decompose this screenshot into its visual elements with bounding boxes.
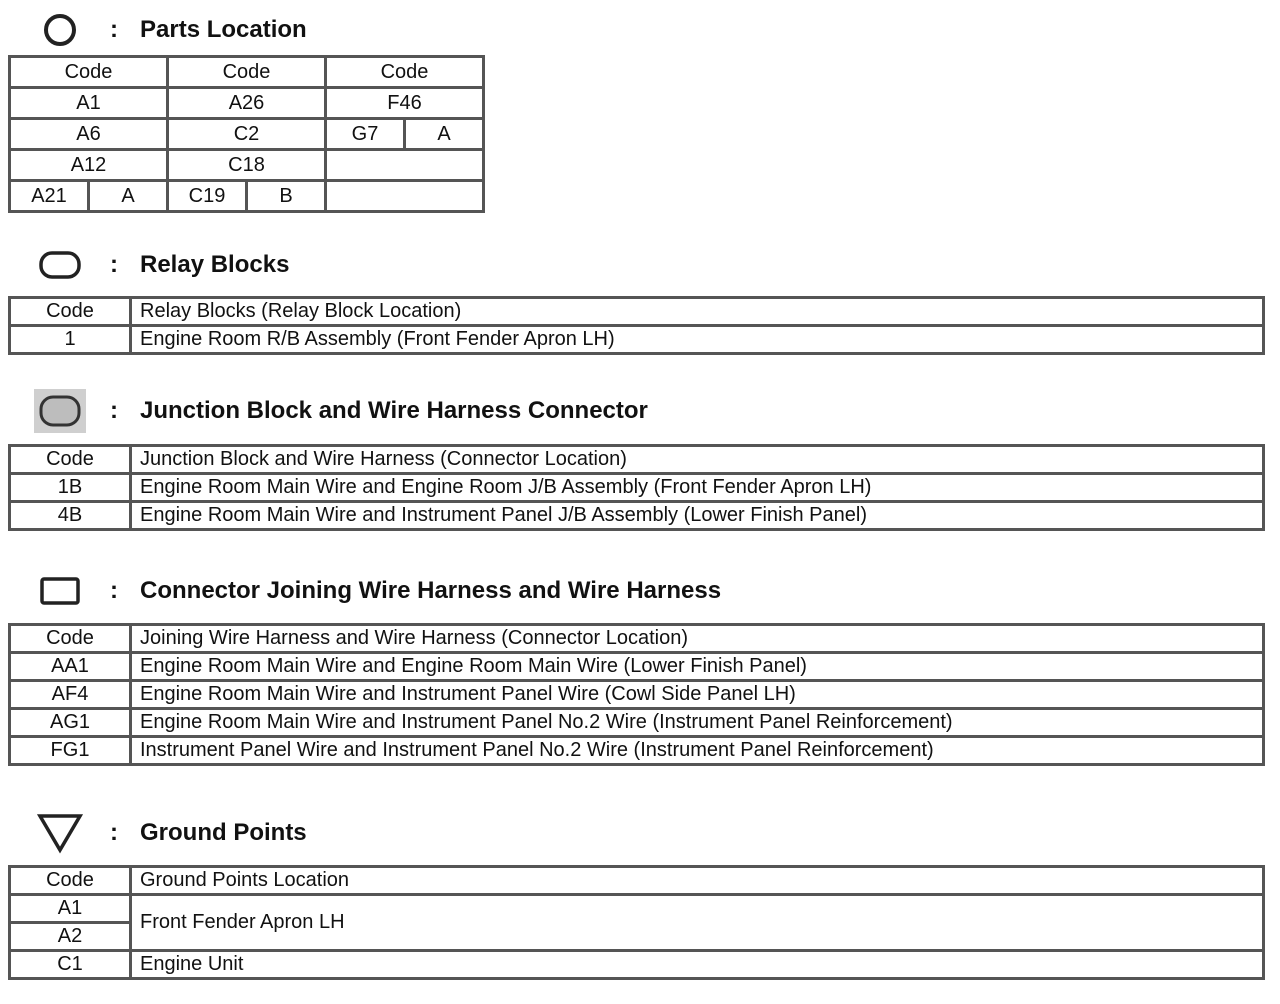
- table-row: [10, 119, 484, 150]
- column-header: Code: [10, 867, 131, 895]
- code-cell: AA1: [10, 653, 131, 681]
- table-row: [10, 88, 484, 119]
- code-cell: AF4: [10, 681, 131, 709]
- section-title-connector-joining: Connector Joining Wire Harness and Wire Harness: [140, 577, 722, 604]
- table-row: [10, 951, 1264, 979]
- section-header-ground-points: [30, 811, 307, 855]
- column-header: Code: [10, 446, 131, 474]
- table-header-row: [10, 446, 1264, 474]
- table-header-row: [10, 867, 1264, 895]
- location-cell: Engine Room Main Wire and Instrument Panel J/B Assembly (Lower Finish Panel): [131, 502, 1264, 530]
- column-header: Relay Blocks (Relay Block Location): [131, 298, 1264, 326]
- table-row: [10, 737, 1264, 765]
- relay-blocks-table: [8, 296, 1265, 355]
- location-cell: Engine Room Main Wire and Engine Room J/B Assembly (Front Fender Apron LH): [131, 474, 1264, 502]
- code-cell: A2: [10, 923, 131, 951]
- ground-points-table: [8, 865, 1265, 980]
- column-header: Joining Wire Harness and Wire Harness (Connector Location): [131, 625, 1264, 653]
- table-row: [10, 653, 1264, 681]
- column-header: Code: [326, 57, 484, 88]
- section-title-junction-block: Junction Block and Wire Harness Connector: [140, 397, 648, 424]
- code-cell: AG1: [10, 709, 131, 737]
- section-title-relay-blocks: Relay Blocks: [140, 251, 290, 278]
- location-cell: Engine Room Main Wire and Engine Room Main Wire (Lower Finish Panel): [131, 653, 1264, 681]
- junction-block-table: [8, 444, 1265, 531]
- code-cell: A1: [10, 895, 131, 923]
- empty-cell: [326, 150, 484, 181]
- section-title-parts-location: Parts Location: [140, 16, 307, 43]
- triangle-down-icon: [30, 811, 90, 855]
- code-cell: 4B: [10, 502, 131, 530]
- rounded-rect-icon: [30, 243, 90, 287]
- code-cell: C19: [168, 181, 247, 212]
- section-title-ground-points: Ground Points: [140, 819, 307, 846]
- code-cell: 1: [10, 326, 131, 354]
- location-cell: Engine Room R/B Assembly (Front Fender Apron LH): [131, 326, 1264, 354]
- table-row: [10, 681, 1264, 709]
- table-header-row: [10, 625, 1264, 653]
- column-header: Code: [10, 298, 131, 326]
- table-row: [10, 474, 1264, 502]
- code-cell: C1: [10, 951, 131, 979]
- rectangle-icon: [30, 569, 90, 613]
- shaded-rounded-rect-icon: [30, 389, 90, 433]
- section-colon: :: [110, 16, 118, 43]
- column-header: Code: [10, 57, 168, 88]
- table-header-row: [10, 298, 1264, 326]
- table-row: [10, 895, 1264, 923]
- section-header-relay-blocks: [30, 243, 290, 287]
- circle-icon: [30, 8, 90, 52]
- code-suffix-cell: A: [89, 181, 168, 212]
- code-cell: G7: [326, 119, 405, 150]
- section-colon: :: [110, 819, 118, 846]
- code-cell: FG1: [10, 737, 131, 765]
- section-colon: :: [110, 397, 118, 424]
- section-colon: :: [110, 251, 118, 278]
- empty-cell: [326, 181, 484, 212]
- code-cell: A6: [10, 119, 168, 150]
- table-header-row: [10, 57, 484, 88]
- location-cell: Front Fender Apron LH: [131, 895, 1264, 951]
- section-header-connector-joining: [30, 569, 722, 613]
- column-header: Ground Points Location: [131, 867, 1264, 895]
- code-cell: C18: [168, 150, 326, 181]
- code-cell: A12: [10, 150, 168, 181]
- section-header-parts-location: [30, 8, 307, 52]
- code-cell: 1B: [10, 474, 131, 502]
- location-cell: Engine Room Main Wire and Instrument Panel No.2 Wire (Instrument Panel Reinforcement): [131, 709, 1264, 737]
- code-cell: A21: [10, 181, 89, 212]
- section-colon: :: [110, 577, 118, 604]
- table-row: [10, 326, 1264, 354]
- column-header: Code: [168, 57, 326, 88]
- section-header-junction-block: [30, 389, 648, 433]
- code-cell: A26: [168, 88, 326, 119]
- table-row: [10, 150, 484, 181]
- code-cell: F46: [326, 88, 484, 119]
- location-cell: Engine Unit: [131, 951, 1264, 979]
- location-cell: Engine Room Main Wire and Instrument Panel Wire (Cowl Side Panel LH): [131, 681, 1264, 709]
- code-suffix-cell: A: [405, 119, 484, 150]
- table-row: [10, 709, 1264, 737]
- column-header: Junction Block and Wire Harness (Connector Location): [131, 446, 1264, 474]
- code-suffix-cell: B: [247, 181, 326, 212]
- code-cell: C2: [168, 119, 326, 150]
- connector-joining-table: [8, 623, 1265, 766]
- table-row: [10, 502, 1264, 530]
- table-row: [10, 181, 484, 212]
- column-header: Code: [10, 625, 131, 653]
- code-cell: A1: [10, 88, 168, 119]
- location-cell: Instrument Panel Wire and Instrument Panel No.2 Wire (Instrument Panel Reinforcement): [131, 737, 1264, 765]
- parts-location-table: [8, 55, 485, 213]
